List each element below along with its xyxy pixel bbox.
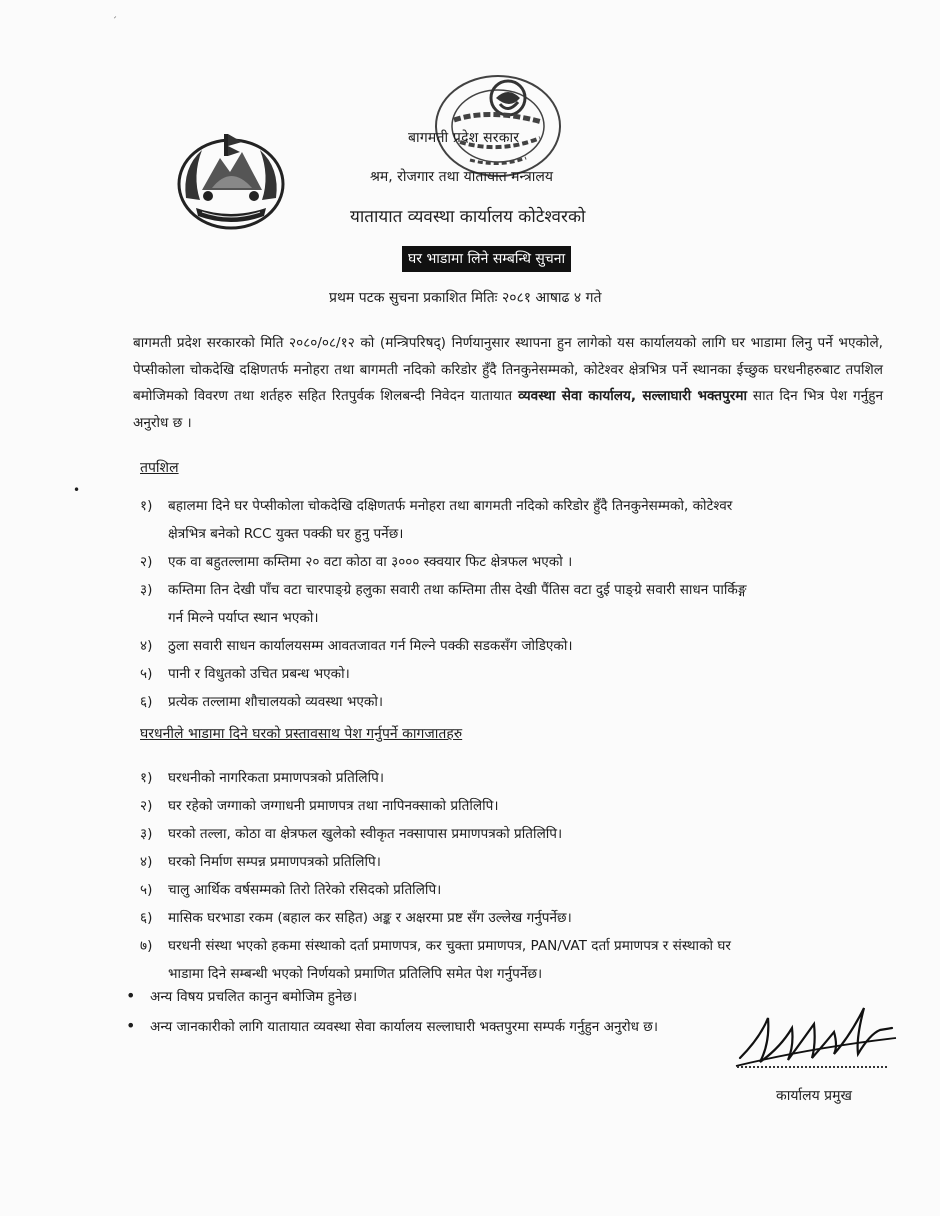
signature-line — [737, 1066, 887, 1068]
intro-paragraph — [133, 330, 883, 436]
item-text: घर रहेको जग्गाको जग्गाधनी प्रमाणपत्र तथा नापिनक्साको प्रतिलिपि। — [168, 798, 499, 814]
ministry-line-1: बागमती प्रदेश सरकार — [408, 130, 520, 146]
item-number: ७) — [140, 938, 153, 954]
bullet-item — [126, 1014, 658, 1039]
item-number: ६) — [140, 694, 153, 710]
document-item — [140, 820, 892, 848]
item-number: ४) — [140, 638, 153, 654]
item-text: एक वा बहुतल्लामा कम्तिमा २० वटा कोठा वा ३००० स्क्वयार फिट क्षेत्रफल भएको । — [168, 554, 573, 570]
scan-mark: ׳ — [113, 14, 118, 25]
nepal-emblem-icon — [172, 128, 290, 234]
item-number: १) — [140, 498, 153, 514]
item-number: ४) — [140, 854, 153, 870]
detail-item — [140, 576, 892, 632]
item-text: मासिक घरभाडा रकम (बहाल कर सहित) अङ्क र अक्षरमा प्रष्ट सँग उल्लेख गर्नुपर्नेछ। — [168, 910, 572, 926]
documents-heading: घरधनीले भाडामा दिने घरको प्रस्तावसाथ पेश गर्नुपर्ने कागजातहरु — [140, 726, 463, 742]
publish-date: प्रथम पटक सुचना प्रकाशित मितिः २०८१ आषाढ ४ गते — [329, 290, 602, 306]
document-item — [140, 792, 892, 820]
bullet-text: अन्य विषय प्रचलित कानुन बमोजिम हुनेछ। — [150, 989, 358, 1005]
document-item — [140, 904, 892, 932]
notice-title: घर भाडामा लिने सम्बन्धि सुचना — [402, 246, 571, 272]
detail-item — [140, 548, 892, 576]
ministry-line-2: श्रम, रोजगार तथा यातायात मन्त्रालय — [370, 169, 554, 185]
item-text: घरधनीको नागरिकता प्रमाणपत्रको प्रतिलिपि। — [168, 770, 384, 786]
signatory-role: कार्यालय प्रमुख — [776, 1088, 852, 1104]
item-text-cont: भाडामा दिने सम्बन्धी भएको निर्णयको प्रमाणित प्रतिलिपि समेत पेश गर्नुपर्नेछ। — [168, 966, 543, 982]
item-text: घरको तल्ला, कोठा वा क्षेत्रफल खुलेको स्वीकृत नक्सापास प्रमाणपत्रको प्रतिलिपि। — [168, 826, 563, 842]
item-text: प्रत्येक तल्लामा शौचालयको व्यवस्था भएको। — [168, 694, 384, 710]
item-text-cont: क्षेत्रभित्र बनेको RCC युक्त पक्की घर हुनु पर्नेछ। — [168, 526, 404, 542]
item-number: ५) — [140, 882, 153, 898]
item-number: ५) — [140, 666, 153, 682]
item-number: २) — [140, 798, 153, 814]
item-text: चालु आर्थिक वर्षसम्मको तिरो तिरेको रसिदको प्रतिलिपि। — [168, 882, 442, 898]
item-text: घरको निर्माण सम्पन्न प्रमाणपत्रको प्रतिलिपि। — [168, 854, 381, 870]
detail-item — [140, 688, 892, 716]
detail-item — [140, 632, 892, 660]
bullet-item — [126, 984, 357, 1009]
signature — [730, 988, 900, 1078]
document-item — [140, 932, 892, 988]
item-text-cont: गर्न मिल्ने पर्याप्त स्थान भएको। — [168, 610, 319, 626]
bullet-icon: • — [126, 1016, 136, 1035]
intro-text-3: सात दिन भित्र पेश गर्नुहुन अनुरोध छ । — [133, 388, 883, 431]
detail-item — [140, 660, 892, 688]
bullet-text: अन्य जानकारीको लागि यातायात व्यवस्था सेवा कार्यालय सल्लाघारी भक्तपुरमा सम्पर्क गर्नुहुन अनुरोध छ। — [150, 1019, 658, 1035]
item-number: २) — [140, 554, 153, 570]
stray-mark: • — [73, 483, 81, 497]
item-number: १) — [140, 770, 153, 786]
intro-text-1: बागमती प्रदेश सरकारको मिति २०८०/०८/१२ को (मन्त्रिपरिषद्) निर्णयानुसार स्थापना हुन लागेको यस कार्यालयको लागि घर भाडामा लिनु पर्ने भएकोले, पेप्सीकोला चोकदेखि दक्षिणतर्फ मनोहरा तथा बागमती नदिको करिडोर हुँदै तिनकुनेसम्मको, कोटेश्वर क्षेत्रभित्र पर्ने स्थानका ईच्छुक घरधनीहरुबाट तपशिल बमोजिमको विवरण तथा शर्तहरु सहित रितपुर्वक शिलबन्दी निवेदन यातायात — [133, 335, 883, 404]
item-text: घरधनी संस्था भएको हकमा संस्थाको दर्ता प्रमाणपत्र, कर चुक्ता प्रमाणपत्र, PAN/VAT दर्ता प्रमाणपत्र र संस्थाको घर — [168, 938, 731, 954]
item-text: ठुला सवारी साधन कार्यालयसम्म आवतजावत गर्न मिल्ने पक्की सडकसँग जोडिएको। — [168, 638, 573, 654]
item-number: ६) — [140, 910, 153, 926]
document-item — [140, 876, 892, 904]
details-heading: तपशिल — [140, 460, 179, 476]
office-name: यातायात व्यवस्था कार्यालय कोटेश्वरको — [350, 207, 586, 227]
detail-item — [140, 492, 892, 548]
bullet-icon: • — [126, 986, 136, 1005]
document-item — [140, 848, 892, 876]
item-number: ३) — [140, 826, 153, 842]
item-text: कम्तिमा तिन देखी पाँच वटा चारपाङ्ग्रे हलुका सवारी तथा कम्तिमा तीस देखी पैंतिस वटा दुई पाङ्ग्रे सवारी साधन पार्किङ्ग — [168, 582, 747, 598]
document-item — [140, 764, 892, 792]
intro-text-bold: व्यवस्था सेवा कार्यालय, सल्लाघारी भक्तपुरमा — [518, 388, 747, 404]
item-number: ३) — [140, 582, 153, 598]
item-text: बहालमा दिने घर पेप्सीकोला चोकदेखि दक्षिणतर्फ मनोहरा तथा बागमती नदिको करिडोर हुँदै तिनकुनेसम्मको, कोटेश्वर — [168, 498, 733, 514]
item-text: पानी र विधुतको उचित प्रबन्ध भएको। — [168, 666, 350, 682]
